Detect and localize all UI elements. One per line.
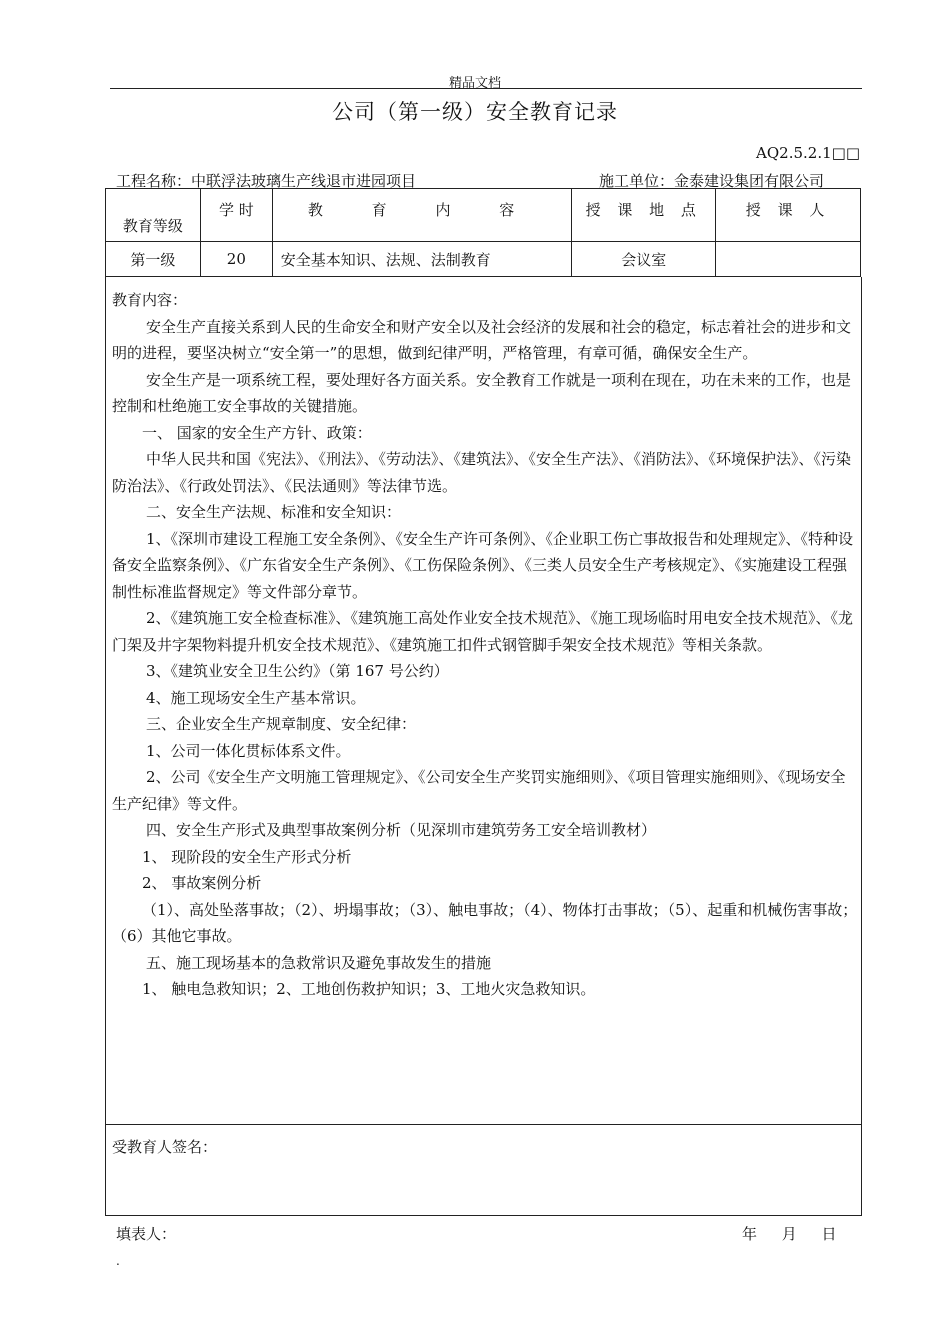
signature-label: 受教育人签名：	[112, 1138, 218, 1156]
section-heading-3: 三、企业安全生产规章制度、安全纪律：	[146, 715, 417, 733]
footer-dot: .	[116, 1254, 120, 1268]
page-watermark: 精品文档	[448, 76, 501, 91]
construction-unit: 施工单位：金泰建设集团有限公司	[599, 172, 825, 190]
header-cell-hours: 学 时	[200, 189, 272, 242]
cell-location: 会议室	[572, 242, 716, 277]
header-rule	[110, 88, 862, 89]
filler-label: 填表人：	[116, 1225, 177, 1243]
table-row	[106, 242, 861, 277]
section-heading-2: 二、安全生产法规、标准和安全知识：	[146, 503, 402, 521]
content-paragraph: 安全生产直接关系到人民的生命安全和财产安全以及社会经济的发展和社会的稳定，标志着社会的进步和文明的进程，要坚决树立“安全第一”的思想，做到纪律严明，严格管理，有章可循，确保安全生产。	[112, 317, 852, 362]
document-code: AQ2.5.2.1□□	[756, 144, 860, 162]
table-header-row	[106, 189, 861, 242]
cell-level: 第一级	[106, 242, 201, 277]
content-paragraph: 4、施工现场安全生产基本常识。	[146, 688, 366, 707]
document-title: 公司（第一级）安全教育记录	[332, 100, 618, 124]
cell-hours: 20	[200, 242, 272, 277]
signature-box	[105, 1124, 862, 1216]
content-paragraph: 1、 触电急救知识；2、工地创伤救护知识；3、工地火灾急救知识。	[142, 980, 596, 998]
content-paragraph: 3、《建筑业安全卫生公约》（第 167 号公约）	[146, 662, 449, 680]
header-cell-level: 教育等级	[106, 189, 201, 242]
cell-content: 安全基本知识、法规、法制教育	[272, 242, 572, 277]
content-paragraph: 2、公司《安全生产文明施工管理规定》、《公司安全生产奖罚实施细则》、《项目管理实施细则》、《现场安全生产纪律》等文件。	[112, 768, 846, 813]
section-heading-1: 一、 国家的安全生产方针、政策：	[142, 423, 372, 442]
education-content	[112, 287, 860, 1003]
cell-instructor	[716, 242, 861, 277]
content-paragraph: 2、《建筑施工安全检查标准》、《建筑施工高处作业安全技术规范》、《施工现场临时用电安全技术规范》、《龙门架及井字架物料提升机安全技术规范》、《建筑施工扣件式钢管脚手架安全技术规范》等相关条款。	[112, 609, 854, 654]
content-paragraph: 2、 事故案例分析	[142, 874, 262, 892]
content-paragraph: （1）、高处坠落事故；（2）、坍塌事故；（3）、触电事故；（4）、物体打击事故；（5）、起重和机械伤害事故；（6）其他它事故。	[112, 900, 858, 945]
content-paragraph: 中华人民共和国《宪法》、《刑法》、《劳动法》、《建筑法》、《安全生产法》、《消防法》、《环境保护法》、《污染防治法》、《行政处罚法》、《民法通则》等法律节选。	[112, 450, 852, 495]
section-heading-4: 四、安全生产形式及典型事故案例分析（见深圳市建筑劳务工安全培训教材）	[146, 821, 657, 839]
content-label: 教育内容：	[112, 291, 188, 309]
content-paragraph: 1、公司一体化贯标体系文件。	[146, 741, 351, 760]
content-paragraph: 安全生产是一项系统工程，要处理好各方面关系。安全教育工作就是一项利在现在，功在未来的工作，也是控制和杜绝施工安全事故的关键措施。	[112, 370, 852, 415]
header-cell-location: 授 课 地 点	[572, 189, 716, 242]
section-heading-5: 五、施工现场基本的急救常识及避免事故发生的措施	[146, 953, 492, 972]
project-name: 工程名称：中联浮法玻璃生产线退市进园项目	[116, 172, 417, 190]
header-cell-instructor: 授 课 人	[716, 189, 861, 242]
content-paragraph: 1、《深圳市建设工程施工安全条例》、《安全生产许可条例》、《企业职工伤亡事故报告和处理规定》、《特种设备安全监察条例》、《广东省安全生产条例》、《工伤保险条例》、《三类人员安全生产考核规定》、《实施建设工程强制性标准监督规定》等文件部分章节。	[112, 529, 854, 601]
header-cell-content: 教 育 内 容	[272, 189, 572, 242]
content-paragraph: 1、 现阶段的安全生产形式分析	[142, 847, 352, 866]
info-table	[105, 188, 861, 277]
date-label: 年 月 日	[742, 1225, 837, 1243]
